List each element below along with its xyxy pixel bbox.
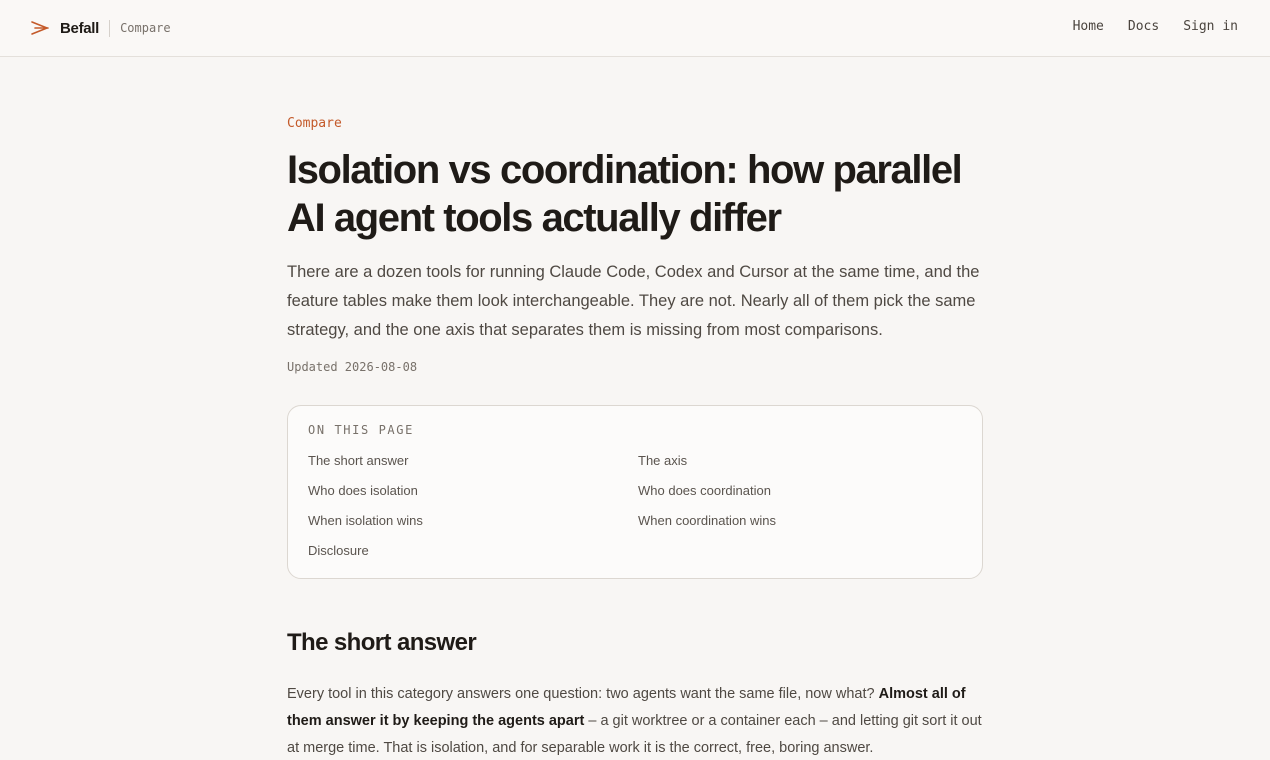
brand-divider: [109, 20, 110, 37]
para-lead-text: Every tool in this category answers one question: two agents want the same file, now what?: [287, 686, 879, 702]
nav-sign-in-link[interactable]: Sign in: [1183, 19, 1238, 34]
eyebrow-category[interactable]: Compare: [287, 116, 342, 131]
para-rest-text: – a git worktree or a container each – and letting git sort it out at merge time. That is isolation, and for separable work it is the correct, free, boring answer.: [287, 713, 982, 756]
page-title: Isolation vs coordination: how parallel AI agent tools actually differ: [287, 148, 962, 240]
toc-link-when-isolation-wins[interactable]: When isolation wins: [308, 513, 423, 528]
lede-paragraph: There are a dozen tools for running Claude Code, Codex and Cursor at the same time, and the feature tables make them look interchangeable. They are not. Nearly all of them pick the same strategy, and the one axis that separates them is missing from most comparisons.: [287, 263, 980, 339]
befall-logo-icon: [30, 18, 50, 38]
toc-link-when-coordination-wins[interactable]: When coordination wins: [638, 513, 777, 528]
nav-home-link[interactable]: Home: [1072, 19, 1104, 34]
toc-link-who-does-isolation[interactable]: Who does isolation: [308, 483, 418, 498]
toc-link-short-answer[interactable]: The short answer: [308, 453, 409, 468]
top-bar: [0, 0, 1270, 57]
toc-link-the-axis[interactable]: The axis: [638, 453, 688, 468]
section-label[interactable]: Compare: [120, 21, 171, 35]
updated-date: Updated 2026-08-08: [287, 360, 418, 374]
brand-name: Befall: [60, 19, 100, 37]
toc-link-disclosure[interactable]: Disclosure: [308, 543, 369, 558]
toc-heading: ON THIS PAGE: [308, 423, 414, 437]
toc-link-who-does-coordination[interactable]: Who does coordination: [638, 483, 771, 498]
nav-docs-link[interactable]: Docs: [1127, 19, 1160, 34]
main-nav: [1073, 19, 1238, 34]
brand[interactable]: [30, 17, 171, 39]
para-bold-text: Almost all of them answer it by keeping the agents apart: [287, 686, 966, 729]
section-paragraph: [287, 681, 983, 760]
section-heading-short-answer: The short answer: [287, 629, 477, 656]
table-of-contents: [287, 405, 983, 579]
